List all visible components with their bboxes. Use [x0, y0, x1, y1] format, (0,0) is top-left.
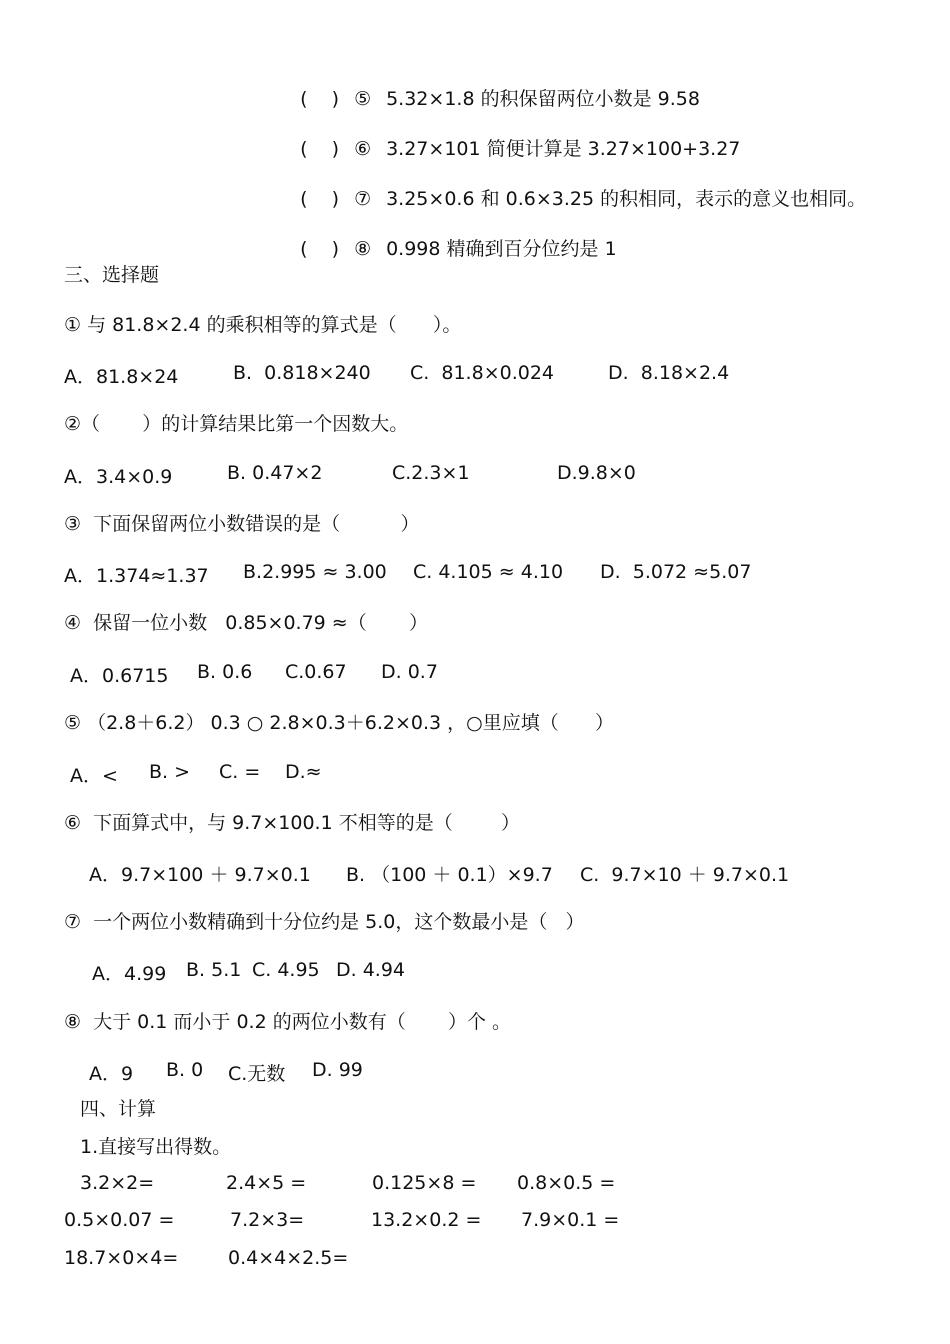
option-a[interactable]: A．9.7×100 ＋ 9.7×0.1 [89, 864, 311, 886]
section-title: 三、选择题 [64, 264, 160, 286]
tf-row [288, 213, 617, 261]
item-number: ⑦ [354, 188, 372, 210]
option-d[interactable]: D.9.8×0 [557, 462, 636, 484]
question-stem: ②（ ）的计算结果比第一个因数大。 [64, 413, 409, 435]
question-stem: ⑥ 下面算式中，与 9.7×100.1 不相等的是（ ） [64, 812, 521, 834]
option-a[interactable]: A．4.99 [92, 963, 167, 985]
option-c[interactable]: C.无数 [228, 1063, 286, 1085]
option-b[interactable]: B. （100 ＋ 0.1）×9.7 [346, 864, 553, 886]
option-b[interactable]: B. 0.818×240 [233, 362, 371, 384]
option-a[interactable]: A．< [70, 765, 118, 787]
option-b[interactable]: B. 0.6 [197, 661, 253, 683]
option-c[interactable]: C.2.3×1 [392, 462, 470, 484]
tf-row [288, 63, 700, 111]
calc-item: 18.7×0×4= [64, 1247, 179, 1269]
option-d[interactable]: D. 8.18×2.4 [608, 362, 730, 384]
option-c[interactable]: C. = [219, 761, 261, 783]
option-d[interactable]: D. 5.072 ≈5.07 [600, 561, 752, 583]
question-stem: ⑤ （2.8＋6.2） 0.3 ○ 2.8×0.3＋6.2×0.3 ，○里应填（ ） [64, 712, 614, 734]
question-stem: ④ 保留一位小数 0.85×0.79 ≈（ ） [64, 612, 428, 634]
subsection-title: 1.直接写出得数。 [80, 1136, 232, 1158]
calc-item: 0.8×0.5 = [517, 1172, 616, 1194]
calc-item: 0.5×0.07 = [64, 1209, 175, 1231]
calc-item: 13.2×0.2 = [371, 1209, 482, 1231]
tf-row [288, 113, 740, 161]
option-d[interactable]: D. 0.7 [381, 661, 438, 683]
question-stem: ⑦ 一个两位小数精确到十分位约是 5.0，这个数最小是（ ） [64, 911, 585, 933]
option-c[interactable]: C. 4.95 [252, 959, 320, 981]
option-b[interactable]: B. 0.47×2 [227, 462, 323, 484]
item-number: ⑥ [354, 138, 372, 160]
option-b[interactable]: B. 5.1 [186, 959, 242, 981]
statement-text: 3.27×101 简便计算是 3.27×100+3.27 [386, 138, 741, 160]
calc-item: 0.4×4×2.5= [228, 1247, 349, 1269]
section-title: 四、计算 [80, 1098, 157, 1120]
option-a[interactable]: A．81.8×24 [64, 366, 179, 388]
item-number: ⑤ [354, 88, 372, 110]
statement-text: 3.25×0.6 和 0.6×3.25 的积相同，表示的意义也相同。 [386, 188, 867, 210]
calc-item: 7.9×0.1 = [521, 1209, 620, 1231]
option-b[interactable]: B.2.995 ≈ 3.00 [243, 561, 387, 583]
option-a[interactable]: A．1.374≈1.37 [64, 565, 209, 587]
answer-blank[interactable]: ( ) [300, 188, 340, 210]
option-c[interactable]: C. 4.105 ≈ 4.10 [413, 561, 564, 583]
question-stem: ⑧ 大于 0.1 而小于 0.2 的两位小数有（ ）个 。 [64, 1011, 512, 1033]
option-d[interactable]: D. 99 [312, 1059, 363, 1081]
option-c[interactable]: C. 9.7×10 ＋ 9.7×0.1 [580, 864, 790, 886]
item-number: ⑧ [354, 238, 372, 260]
option-a[interactable]: A．3.4×0.9 [64, 466, 173, 488]
option-c[interactable]: C. 81.8×0.024 [410, 362, 555, 384]
option-d[interactable]: D. 4.94 [336, 959, 406, 981]
statement-text: 5.32×1.8 的积保留两位小数是 9.58 [386, 88, 700, 110]
option-b[interactable]: B. > [149, 761, 191, 783]
calc-item: 7.2×3= [230, 1209, 305, 1231]
statement-text: 0.998 精确到百分位约是 1 [386, 238, 617, 260]
calc-item: 3.2×2= [80, 1172, 155, 1194]
calc-item: 2.4×5 = [226, 1172, 307, 1194]
tf-row [288, 163, 866, 211]
question-stem: ③ 下面保留两位小数错误的是（ ） [64, 513, 420, 535]
question-stem: ① 与 81.8×2.4 的乘积相等的算式是（ ）。 [64, 314, 462, 336]
calc-item: 0.125×8 = [372, 1172, 477, 1194]
option-b[interactable]: B. 0 [166, 1059, 204, 1081]
answer-blank[interactable]: ( ) [300, 238, 340, 260]
answer-blank[interactable]: ( ) [300, 138, 340, 160]
option-c[interactable]: C.0.67 [285, 661, 347, 683]
option-d[interactable]: D.≈ [285, 761, 322, 783]
option-a[interactable]: A．0.6715 [70, 665, 169, 687]
answer-blank[interactable]: ( ) [300, 88, 340, 110]
option-a[interactable]: A．9 [89, 1063, 134, 1085]
